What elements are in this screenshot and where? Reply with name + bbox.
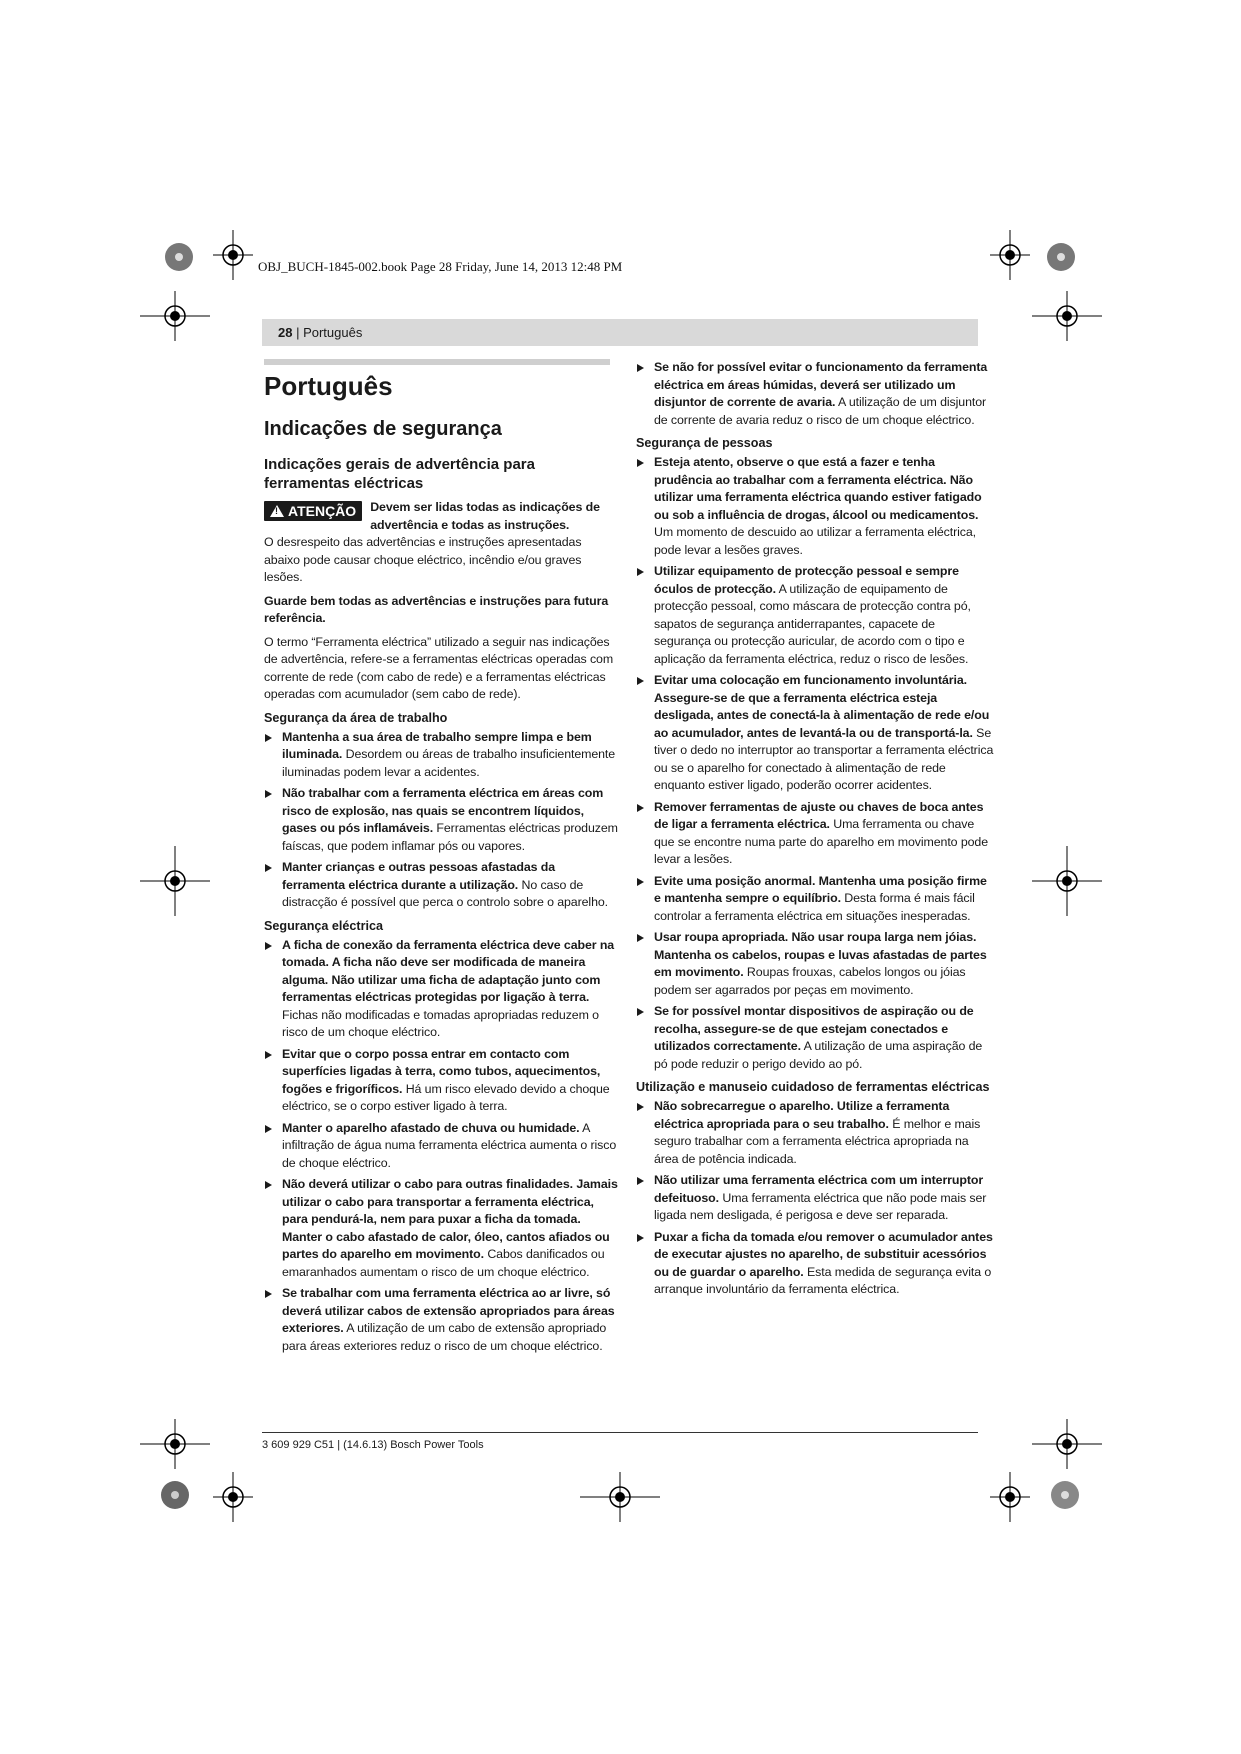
bullet-arrow-icon — [265, 942, 272, 950]
personal-list — [636, 454, 994, 1073]
bullet-arrow-icon — [637, 1234, 644, 1242]
bullet-arrow-icon — [265, 1051, 272, 1059]
bullet-bold: Puxar a ficha da tomada e/ou remover o acumulador antes de executar ajustes no aparelho, de substituir acessórios ou de guardar o aparelho. — [654, 1229, 993, 1279]
crosshair-mark-bottom-left — [218, 1482, 248, 1512]
bullet-item — [636, 1098, 994, 1168]
bullet-text: Se tiver o dedo no interruptor ao transportar a ferramenta eléctrica ou se o aparelho for conectado à alimentação de rede enquanto estiver ligado, poderão ocorrer acidentes. — [654, 725, 994, 792]
bullet-text: Desordem ou áreas de trabalho insuficientemente iluminadas podem levar a acidentes. — [282, 747, 616, 779]
bullet-bold: Se não for possível evitar o funcionamento da ferramenta eléctrica em áreas húmidas, deverá ser utilizado um disjuntor de corrente de avaria. — [654, 360, 988, 409]
page-subtitle: Indicações de segurança — [264, 418, 502, 440]
bullet-text: No caso de distracção é possível que perca o controlo sobre o aparelho. — [282, 877, 608, 909]
registration-mark-bottom-left — [160, 1480, 190, 1510]
bullet-text: A infiltração de água numa ferramenta eléctrica aumenta o risco de choque eléctrico. — [282, 1120, 617, 1170]
bullet-bold: A ficha de conexão da ferramenta eléctrica deve caber na tomada. A ficha não deve ser modificada de maneira alguma. Não utilizar uma ficha de adaptação junto com ferramentas eléctricas protegidas por ligação à terra. — [282, 937, 615, 1004]
title-rule — [264, 359, 610, 365]
electrical-list — [264, 937, 620, 1356]
bullet-text: Desta forma é mais fácil controlar a ferramenta eléctrica em situações inesperadas. — [654, 891, 975, 923]
bullet-text: É melhor e mais seguro trabalhar com a ferramenta eléctrica apropriada na área de potência indicada. — [654, 1116, 981, 1166]
bullet-bold: Manter o aparelho afastado de chuva ou humidade. — [282, 1120, 580, 1135]
crosshair-mark-right-lower — [1052, 1429, 1082, 1459]
printer-slug: OBJ_BUCH-1845-002.book Page 28 Friday, June 14, 2013 12:48 PM — [258, 259, 623, 274]
bullet-item — [264, 785, 620, 855]
bullet-text: Uma ferramenta eléctrica que não pode mais ser ligada nem desligada, é perigosa e deve ser reparada. — [654, 1190, 987, 1222]
bullet-arrow-icon — [637, 934, 644, 942]
bullet-arrow-icon — [265, 734, 272, 742]
page-header — [278, 325, 362, 340]
page-footer: 3 609 929 C51 | (14.6.13) Bosch Power Tools — [262, 1439, 484, 1451]
bullet-text: Ferramentas eléctricas produzem faíscas, que podem inflamar pós ou vapores. — [282, 821, 618, 853]
bullet-text: Fichas não modificadas e tomadas apropriadas reduzem o risco de um choque eléctrico. — [282, 1007, 599, 1039]
bullet-text: Esta medida de segurança evita o arranque involuntário da ferramenta eléctrica. — [654, 1264, 992, 1296]
bullet-text: Um momento de descuido ao utilizar a ferramenta eléctrica, pode levar a lesões graves. — [654, 525, 977, 557]
bullet-text: A utilização de um disjuntor de corrente de avaria reduz o risco de um choque eléctrico. — [654, 395, 987, 427]
warning-text: O desrespeito das advertências e instruções apresentadas abaixo pode causar choque eléctrico, incêndio e/ou graves lesões. — [264, 535, 582, 584]
bullet-bold: Não deverá utilizar o cabo para outras finalidades. Jamais utilizar o cabo para transportar a ferramenta eléctrica, para pendurá-la, nem para puxar a ficha da tomada. Manter o cabo afastado de calor, óleo, cantos afiados ou partes do aparelho em movimento. — [282, 1177, 618, 1261]
bullet-item — [264, 859, 620, 912]
crosshair-mark-left-upper — [160, 301, 190, 331]
top-bullets-list — [636, 359, 994, 429]
warning-badge-label: ATENÇÃO — [288, 503, 357, 519]
crosshair-mark-right-upper — [1052, 301, 1082, 331]
bullet-item — [636, 672, 994, 795]
bullet-item — [264, 1120, 620, 1173]
bullet-arrow-icon — [637, 677, 644, 685]
right-column — [636, 359, 994, 1303]
bullet-item — [636, 1172, 994, 1225]
work-area-list — [264, 729, 620, 912]
crosshair-mark-left-lower — [160, 1429, 190, 1459]
bullet-item — [264, 937, 620, 1042]
bullet-item — [264, 1046, 620, 1116]
work-area-title: Segurança da área de trabalho — [264, 710, 448, 725]
crosshair-mark-right-middle — [1052, 866, 1082, 896]
bullet-arrow-icon — [637, 1177, 644, 1185]
usage-title: Utilização e manuseio cuidadoso de ferramentas eléctricas — [636, 1080, 990, 1094]
bullet-text: Uma ferramenta ou chave que se encontre numa parte do aparelho em movimento pode levar a lesões. — [654, 817, 988, 866]
bullet-arrow-icon — [265, 1181, 272, 1189]
bullet-bold: Manter crianças e outras pessoas afastadas da ferramenta eléctrica durante a utilização. — [282, 860, 556, 892]
bullet-item — [636, 929, 994, 999]
bullet-text: Cabos danificados ou emaranhados aumentam o risco de um choque eléctrico. — [282, 1247, 605, 1279]
bullet-text: A utilização de equipamento de protecção pessoal, como máscara de protecção contra pó, sapatos de segurança antiderrapantes, capacete de segurança ou protecção auricular, de acordo com o tipo e aplicação da ferramenta eléctrica, reduz o risco de lesões. — [654, 581, 971, 666]
crosshair-mark-bottom-center — [605, 1482, 635, 1512]
bullet-arrow-icon — [265, 1125, 272, 1133]
bullet-bold: Remover ferramentas de ajuste ou chaves de boca antes de ligar a ferramenta eléctrica. — [654, 799, 984, 831]
header-separator: | — [292, 325, 304, 340]
electrical-title: Segurança eléctrica — [264, 918, 384, 933]
bullet-bold: Utilizar equipamento de protecção pessoal e sempre óculos de protecção. — [654, 564, 959, 596]
crosshair-mark-top-right — [995, 240, 1025, 270]
bullet-text: Roupas frouxas, cabelos longos ou jóias podem ser agarrados por peças em movimento. — [654, 965, 966, 997]
footer-rule — [262, 1432, 978, 1433]
page-number: 28 — [278, 325, 293, 340]
registration-mark-top-right — [1046, 242, 1076, 272]
bullet-item — [636, 1003, 994, 1073]
bullet-arrow-icon — [637, 568, 644, 576]
bullet-item — [636, 799, 994, 869]
registration-mark-bottom-right — [1050, 1480, 1080, 1510]
page-header-bar — [262, 319, 978, 346]
bullet-arrow-icon — [637, 459, 644, 467]
bullet-arrow-icon — [637, 364, 644, 372]
bullet-text: Há um risco elevado devido a choque eléctrico, se o corpo estiver ligado à terra. — [282, 1081, 610, 1113]
bullet-bold: Esteja atento, observe o que está a fazer e tenha prudência ao trabalhar com a ferramenta eléctrica. Não utilizar uma ferramenta eléctrica quando estiver fatigado ou sob a influência de drogas, álcool ou medicamentos. — [654, 455, 982, 522]
page-title: Português — [264, 371, 393, 401]
bullet-item — [636, 873, 994, 926]
usage-list — [636, 1098, 994, 1299]
crosshair-mark-bottom-right — [995, 1482, 1025, 1512]
bullet-bold: Mantenha a sua área de trabalho sempre limpa e bem iluminada. — [282, 729, 592, 761]
bullet-item — [636, 563, 994, 668]
bullet-bold: Usar roupa apropriada. Não usar roupa larga nem jóias. Mantenha os cabelos, roupas e luvas afastadas de partes em movimento. — [654, 930, 987, 979]
registration-mark-top-left — [164, 242, 194, 272]
bullet-item — [264, 1285, 620, 1355]
bullet-bold: Evite uma posição anormal. Mantenha uma posição firme e mantenha sempre o equilíbrio. — [654, 873, 987, 905]
bullet-bold: Não utilizar uma ferramenta eléctrica com um interruptor defeituoso. — [654, 1173, 984, 1205]
bullet-bold: Não sobrecarregue o aparelho. Utilize a ferramenta eléctrica apropriada para o seu trabalho. — [654, 1099, 950, 1131]
crosshair-mark-top-left — [218, 240, 248, 270]
section-heading: Indicações gerais de advertência para ferramentas eléctricas — [264, 456, 535, 492]
bullet-arrow-icon — [265, 790, 272, 798]
warning-bold: Devem ser lidas todas as indicações de advertência e todas as instruções. — [370, 500, 600, 532]
bullet-item — [636, 359, 994, 429]
bullet-bold: Evitar uma colocação em funcionamento involuntária. Assegure-se de que a ferramenta eléctrica esteja desligada, antes de conectá-la à alimentação de rede e/ou ao acumulador, antes de levantá-la ou de transportá-la. — [654, 673, 990, 740]
bullet-text: A utilização de uma aspiração de pó pode reduzir o perigo devido ao pó. — [654, 1039, 983, 1071]
bullet-arrow-icon — [637, 804, 644, 812]
bullet-item — [264, 729, 620, 782]
bullet-item — [264, 1176, 620, 1281]
bullet-item — [636, 454, 994, 559]
bullet-bold: Não trabalhar com a ferramenta eléctrica em áreas com risco de explosão, nas quais se encontrem líquidos, gases ou pós inflamáveis. — [282, 786, 604, 835]
crosshair-mark-left-middle — [160, 866, 190, 896]
bullet-bold: Se for possível montar dispositivos de aspiração ou de recolha, assegure-se de que estejam conectados e utilizados correctamente. — [654, 1004, 974, 1053]
left-column — [264, 359, 620, 1359]
bullet-text: A utilização de um cabo de extensão apropriado para áreas exteriores reduz o risco de um choque eléctrico. — [282, 1321, 607, 1353]
header-language: Português — [303, 325, 363, 340]
keep-instructions: Guarde bem todas as advertências e instruções para futura referência. — [264, 593, 609, 625]
warning-intro — [370, 499, 620, 534]
term-paragraph: O termo “Ferramenta eléctrica” utilizado a seguir nas indicações de advertência, refere-se a ferramentas eléctricas operadas com corrente de rede (com cabo de rede) e a ferramentas eléctricas operadas com acumulador (sem cabo de rede). — [264, 634, 614, 701]
warning-triangle-icon: ! — [270, 505, 284, 517]
bullet-arrow-icon — [637, 1008, 644, 1016]
bullet-arrow-icon — [637, 878, 644, 886]
bullet-arrow-icon — [637, 1103, 644, 1111]
bullet-bold: Evitar que o corpo possa entrar em contacto com superfícies ligadas à terra, como tubos, aquecimentos, fogões e frigoríficos. — [282, 1046, 601, 1096]
bullet-arrow-icon — [265, 864, 272, 872]
warning-badge — [264, 501, 362, 521]
bullet-arrow-icon — [265, 1290, 272, 1298]
personal-title: Segurança de pessoas — [636, 436, 773, 450]
bullet-bold: Se trabalhar com uma ferramenta eléctrica ao ar livre, só deverá utilizar cabos de extensão apropriados para áreas exteriores. — [282, 1286, 615, 1335]
warning-block — [264, 499, 620, 534]
bullet-item — [636, 1229, 994, 1299]
